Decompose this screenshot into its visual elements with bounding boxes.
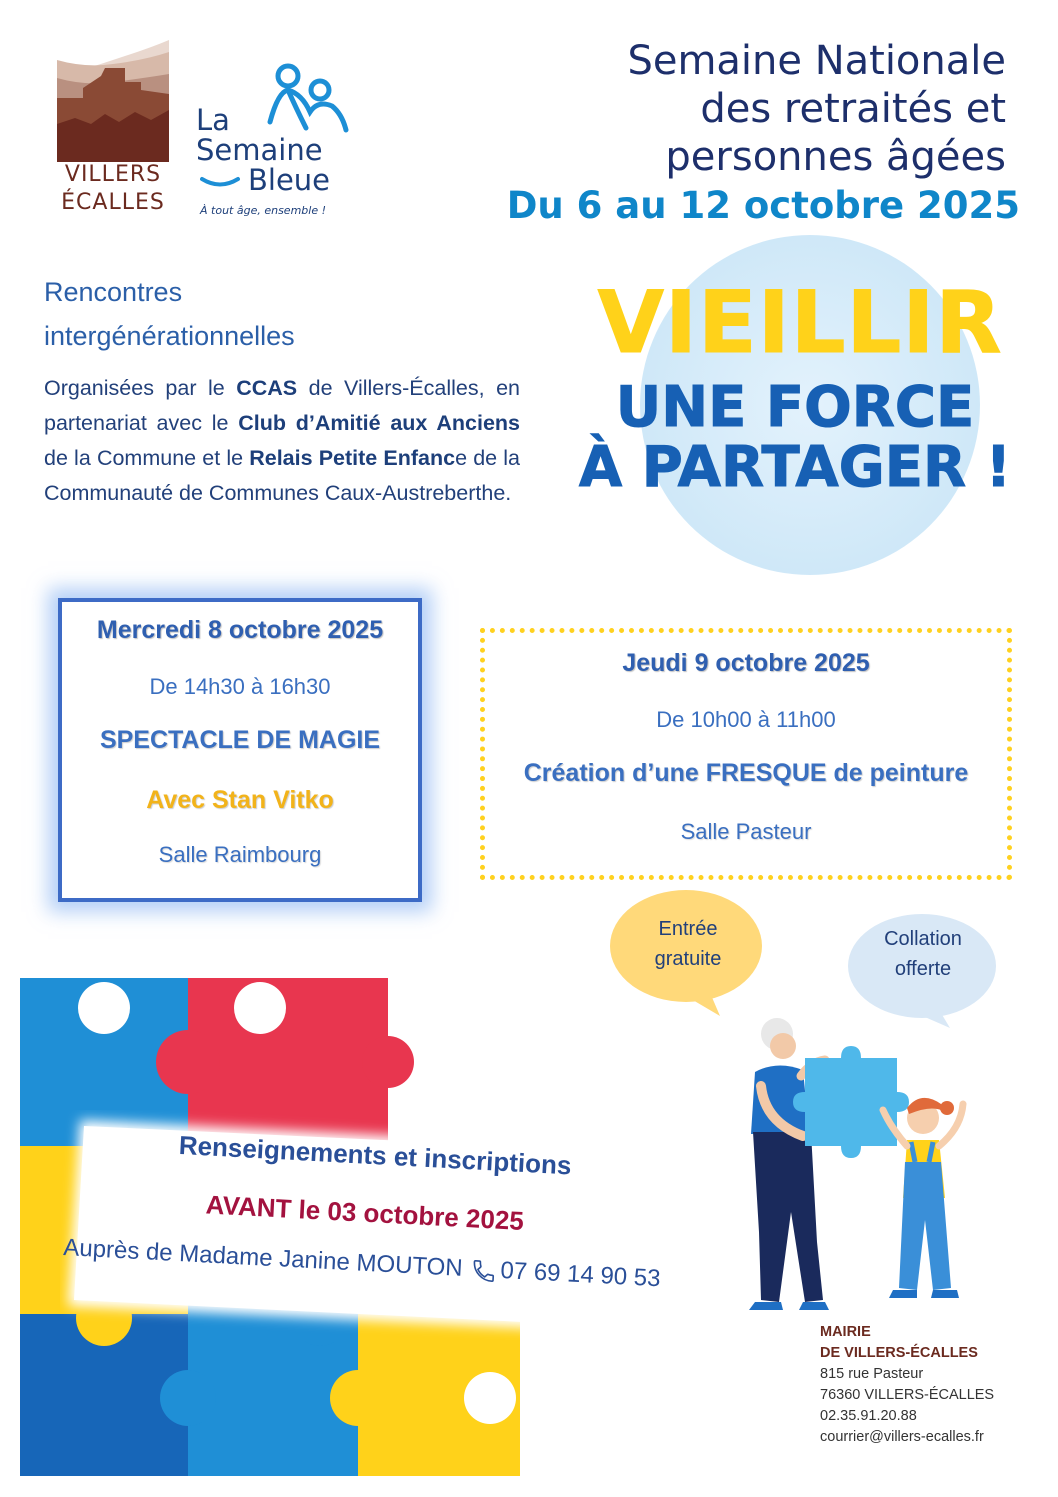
slogan-line2: UNE FORCE <box>615 375 975 440</box>
grandmother-child-puzzle-illustration <box>725 1012 995 1317</box>
address-line1: MAIRIE <box>820 1324 871 1340</box>
intro-text-1: Organisées par le <box>44 376 237 400</box>
header-title-line2: des retraités et <box>700 86 1006 132</box>
village-silhouette-icon <box>55 38 171 162</box>
bubble-entree-line1: Entrée <box>658 918 718 940</box>
logo-word-bleue: Bleue <box>248 163 331 197</box>
address-email[interactable]: courrier@villers-ecalles.fr <box>820 1429 984 1445</box>
semaine-bleue-logo <box>190 62 360 222</box>
event-place: Salle Pasteur <box>680 819 812 844</box>
people-figures-icon <box>262 62 352 134</box>
intro-bold-ccas: CCAS <box>236 376 298 400</box>
phone-icon <box>470 1257 497 1284</box>
event-guest: Avec Stan Vitko <box>146 786 334 814</box>
slogan-line3: À PARTAGER ! <box>578 435 1012 500</box>
header-dates: Du 6 au 12 octobre 2025 <box>506 184 1020 227</box>
logo-tagline: À tout âge, ensemble ! <box>200 204 326 217</box>
smile-swoosh-icon <box>200 176 240 188</box>
logo-text-ecalles: ÉCALLES <box>61 190 165 215</box>
event-box-thursday <box>480 628 1012 880</box>
bubble-collation <box>852 924 994 984</box>
intro-paragraph <box>44 371 520 511</box>
intro-bold-relais: Relais Petite Enfanc <box>249 446 456 470</box>
logo-word-la: La <box>196 103 230 137</box>
villers-ecalles-logo <box>55 38 171 218</box>
slogan-line1: VIEILLIR <box>597 273 1003 373</box>
intro-bold-club: Club d’Amitié aux Anciens <box>238 411 520 435</box>
contact-phone: 07 69 14 90 53 <box>499 1256 662 1293</box>
address-line2: DE VILLERS-ÉCALLES <box>820 1345 978 1361</box>
event-place: Salle Raimbourg <box>158 842 322 867</box>
event-box-wednesday <box>58 598 422 902</box>
address-city: 76360 VILLERS-ÉCALLES <box>820 1387 995 1403</box>
bubble-entree <box>618 914 758 974</box>
contact-name: Auprès de Madame Janine MOUTON <box>62 1234 464 1282</box>
mairie-address <box>820 1322 1050 1448</box>
registration-contact <box>63 1234 662 1293</box>
intro-title <box>44 270 464 358</box>
bubble-collation-line1: Collation <box>884 928 962 950</box>
intro-text-4: e de la Communauté de Communes Caux-Austreberthe. <box>44 446 520 505</box>
intro-title-line1: Rencontres <box>44 277 183 307</box>
logo-text-villers: VILLERS <box>64 162 162 187</box>
event-date: Jeudi 9 octobre 2025 <box>622 649 870 677</box>
event-activity: Création d’une FRESQUE de peinture <box>523 759 969 787</box>
logo-word-semaine: Semaine <box>196 133 323 167</box>
bubble-collation-line2: offerte <box>894 958 952 980</box>
registration-deadline: AVANT le 03 octobre 2025 <box>205 1189 525 1237</box>
registration-info <box>24 1092 715 1357</box>
intro-text-2: de Villers-Écalles, en partenariat avec le <box>44 376 520 435</box>
event-time: De 14h30 à 16h30 <box>149 674 331 699</box>
address-phone: 02.35.91.20.88 <box>820 1408 917 1424</box>
header-title-line1: Semaine Nationale <box>627 38 1006 84</box>
address-street: 815 rue Pasteur <box>820 1366 924 1382</box>
bubble-entree-line2: gratuite <box>654 948 722 970</box>
event-date: Mercredi 8 octobre 2025 <box>96 616 384 644</box>
event-time: De 10h00 à 11h00 <box>656 707 836 732</box>
intro-title-line2: intergénérationnelles <box>44 321 295 351</box>
intro-text-3: de la Commune et le <box>44 446 250 470</box>
header-title-line3: personnes âgées <box>665 134 1006 180</box>
event-activity: SPECTACLE DE MAGIE <box>99 726 381 754</box>
registration-heading: Renseignements et inscriptions <box>178 1129 573 1181</box>
